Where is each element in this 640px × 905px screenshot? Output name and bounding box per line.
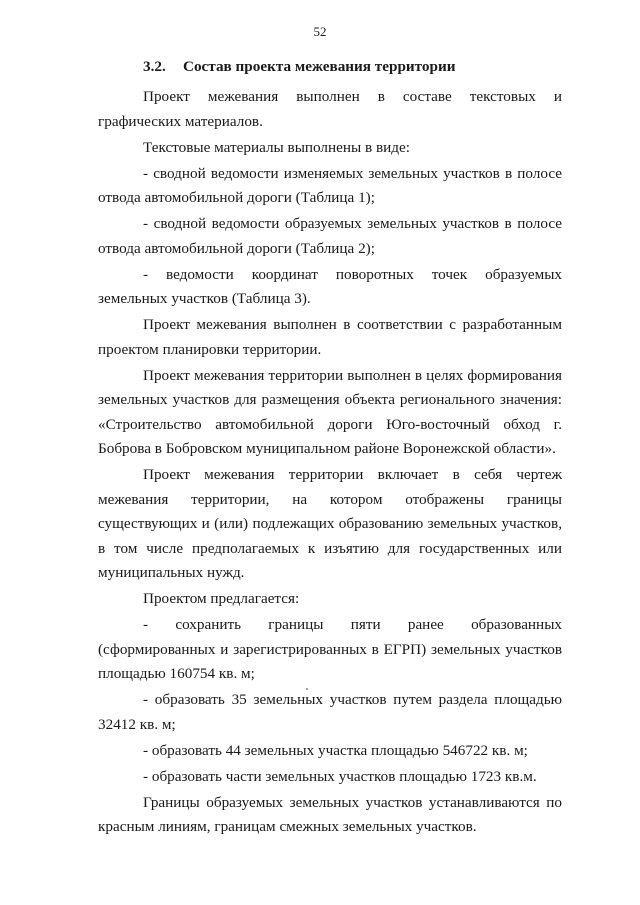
list-item: - сводной ведомости образуемых земельных участков в полосе отвода автомобильной дороги (Таблица 2); [98,215,562,257]
section-number: 3.2. [143,58,166,75]
list-item: - ведомости координат поворотных точек образуемых земельных участков (Таблица 3). [98,265,562,307]
list-item: - сводной ведомости изменяемых земельных участков в полосе отвода автомобильной дороги (Таблица 1); [98,164,562,206]
paragraph: Проект межевания территории включает в себя чертеж межевания территории, на котором отображены границы существующих и (или) подлежащих образованию земельных участков, в том числе предполагаемых к изъятию для государственных или муниципальных нужд. [98,466,562,581]
paragraph: Проект межевания выполнен в соответствии с разработанным проектом планировки территории. [98,316,562,358]
page-number: 52 [313,24,327,39]
list-item: - сохранить границы пяти ранее образованных (сформированных и зарегистрированных в ЕГРП) земельных участков площадью 160754 кв. м; [98,616,562,682]
section-title: Состав проекта межевания территории [183,58,456,75]
document-body [98,55,562,841]
section-heading [98,55,562,79]
scan-speck [306,688,308,690]
list-item: - образовать части земельных участков площадью 1723 кв.м. [143,767,537,785]
list-item: - образовать 44 земельных участка площадью 546722 кв. м; [143,741,528,759]
list-item: - образовать 35 земельных участков путем раздела площадью 32412 кв. м; [98,691,562,733]
paragraph: Проект межевания территории выполнен в целях формирования земельных участков для размещения объекта регионального значения: «Строительство автомобильной дороги Юго-восточный обход г. Боброва в Бобровском муниципальном районе Воронежской области». [98,366,562,457]
paragraph: Проект межевания выполнен в составе текстовых и графических материалов. [98,88,562,130]
paragraph: Границы образуемых земельных участков устанавливаются по красным линиям, границам смежных земельных участков. [98,793,562,835]
paragraph: Текстовые материалы выполнены в виде: [143,138,410,156]
paragraph: Проектом предлагается: [143,590,300,607]
